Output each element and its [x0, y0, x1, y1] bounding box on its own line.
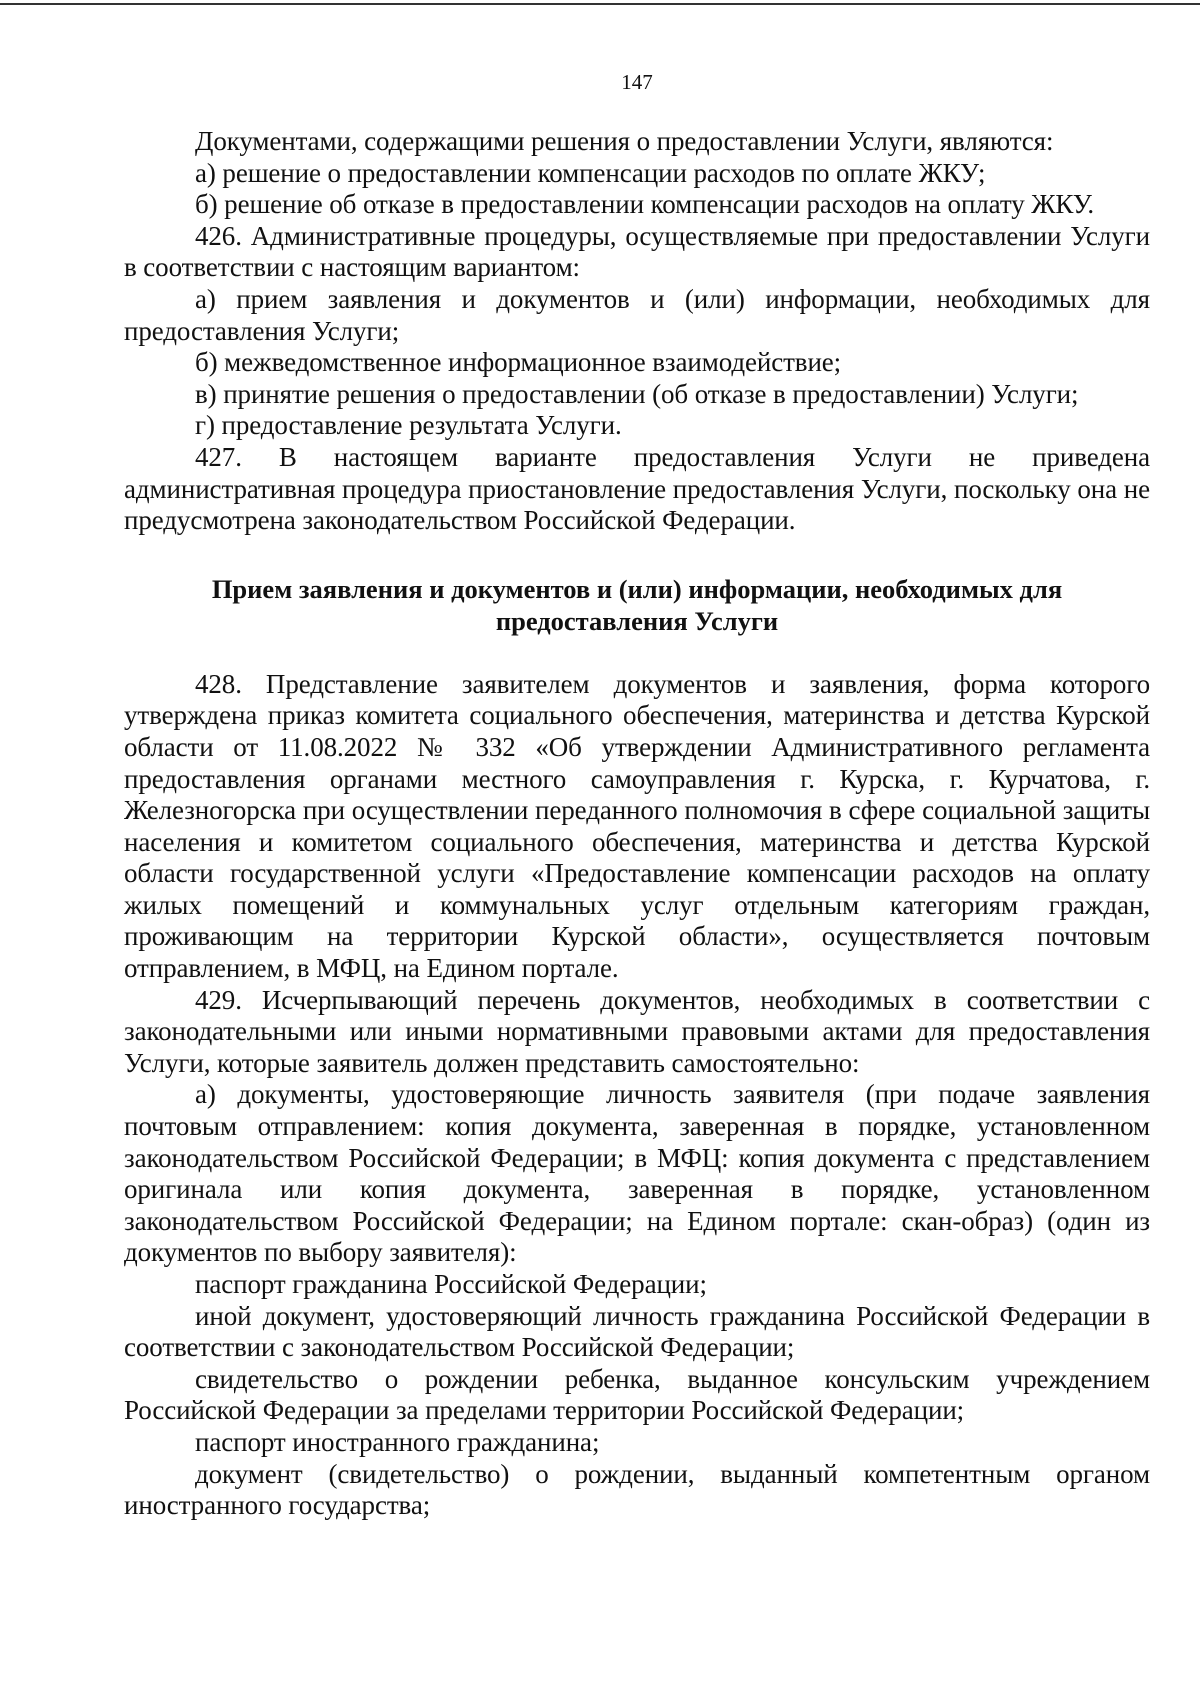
paragraph: 426. Административные процедуры, осуществляемые при предоставлении Услуги в соответствии с настоящим вариантом: — [124, 220, 1150, 283]
paragraph: 428. Представление заявителем документов и заявления, форма которого утверждена приказ комитета социального обеспечения, материнства и детства Курской области от 11.08.2022 № 332 «Об утверждении Административного регламента предоставления органами местного самоуправления г. Курска, г. Курчатова, г. Железногорска при осуществлении переданного полномочия в сфере социальной защиты населения и комитетом социального обеспечения, материнства и детства Курской области государственной услуги «Предоставление компенсации расходов на оплату жилых помещений и коммунальных услуг отдельным категориям граждан, проживающим на территории Курской области», осуществляется почтовым отправлением, в МФЦ, на Едином портале. — [124, 668, 1150, 984]
paragraph: паспорт гражданина Российской Федерации; — [195, 1269, 707, 1299]
paragraph: б) решение об отказе в предоставлении компенсации расходов на оплату ЖКУ. — [195, 189, 1094, 220]
paragraph: документ (свидетельство) о рождении, выданный компетентным органом иностранного государства; — [124, 1458, 1150, 1521]
document-page — [124, 66, 1150, 1522]
paragraph: а) документы, удостоверяющие личность заявителя (при подаче заявления почтовым отправлением: копия документа, заверенная в порядке, установленном законодательством Российской Федерации; в МФЦ: копия документа с представлением оригинала или копия документа, заверенная в порядке, установленном законодательством Российской Федерации; на Едином портале: скан-образ) (один из документов по выбору заявителя): — [124, 1079, 1150, 1268]
paragraph: б) межведомственное информационное взаимодействие; — [195, 347, 842, 378]
paragraph: г) предоставление результата Услуги. — [195, 410, 622, 441]
paragraph: иной документ, удостоверяющий личность гражданина Российской Федерации в соответствии с законодательством Российской Федерации; — [124, 1300, 1150, 1363]
paragraph: а) прием заявления и документов и (или) информации, необходимых для предоставления Услуги; — [124, 283, 1150, 346]
page-number: 147 — [621, 70, 653, 94]
top-border-line — [0, 3, 1200, 5]
paragraph: Документами, содержащими решения о предоставлении Услуги, являются: — [195, 126, 1054, 156]
paragraph: 429. Исчерпывающий перечень документов, необходимых в соответствии с законодательными или иными нормативными правовыми актами для предоставления Услуги, которые заявитель должен представить самостоятельно: — [124, 984, 1150, 1078]
paragraph: а) решение о предоставлении компенсации расходов по оплате ЖКУ; — [195, 157, 986, 188]
section-application-reception — [124, 669, 1150, 1522]
paragraph: паспорт иностранного гражданина; — [195, 1426, 600, 1457]
section-procedures — [124, 126, 1150, 537]
paragraph: 427. В настоящем варианте предоставления Услуги не приведена административная процедура приостановление предоставления Услуги, поскольку она не предусмотрена законодательством Российской Федерации. — [124, 441, 1150, 536]
paragraph: в) принятие решения о предоставлении (об отказе в предоставлении) Услуги; — [195, 378, 1079, 409]
paragraph: свидетельство о рождении ребенка, выданное консульским учреждением Российской Федерации за пределами территории Российской Федерации; — [124, 1363, 1150, 1426]
section-heading: Прием заявления и документов и (или) информации, необходимых для предоставления Услуги — [211, 573, 1063, 636]
